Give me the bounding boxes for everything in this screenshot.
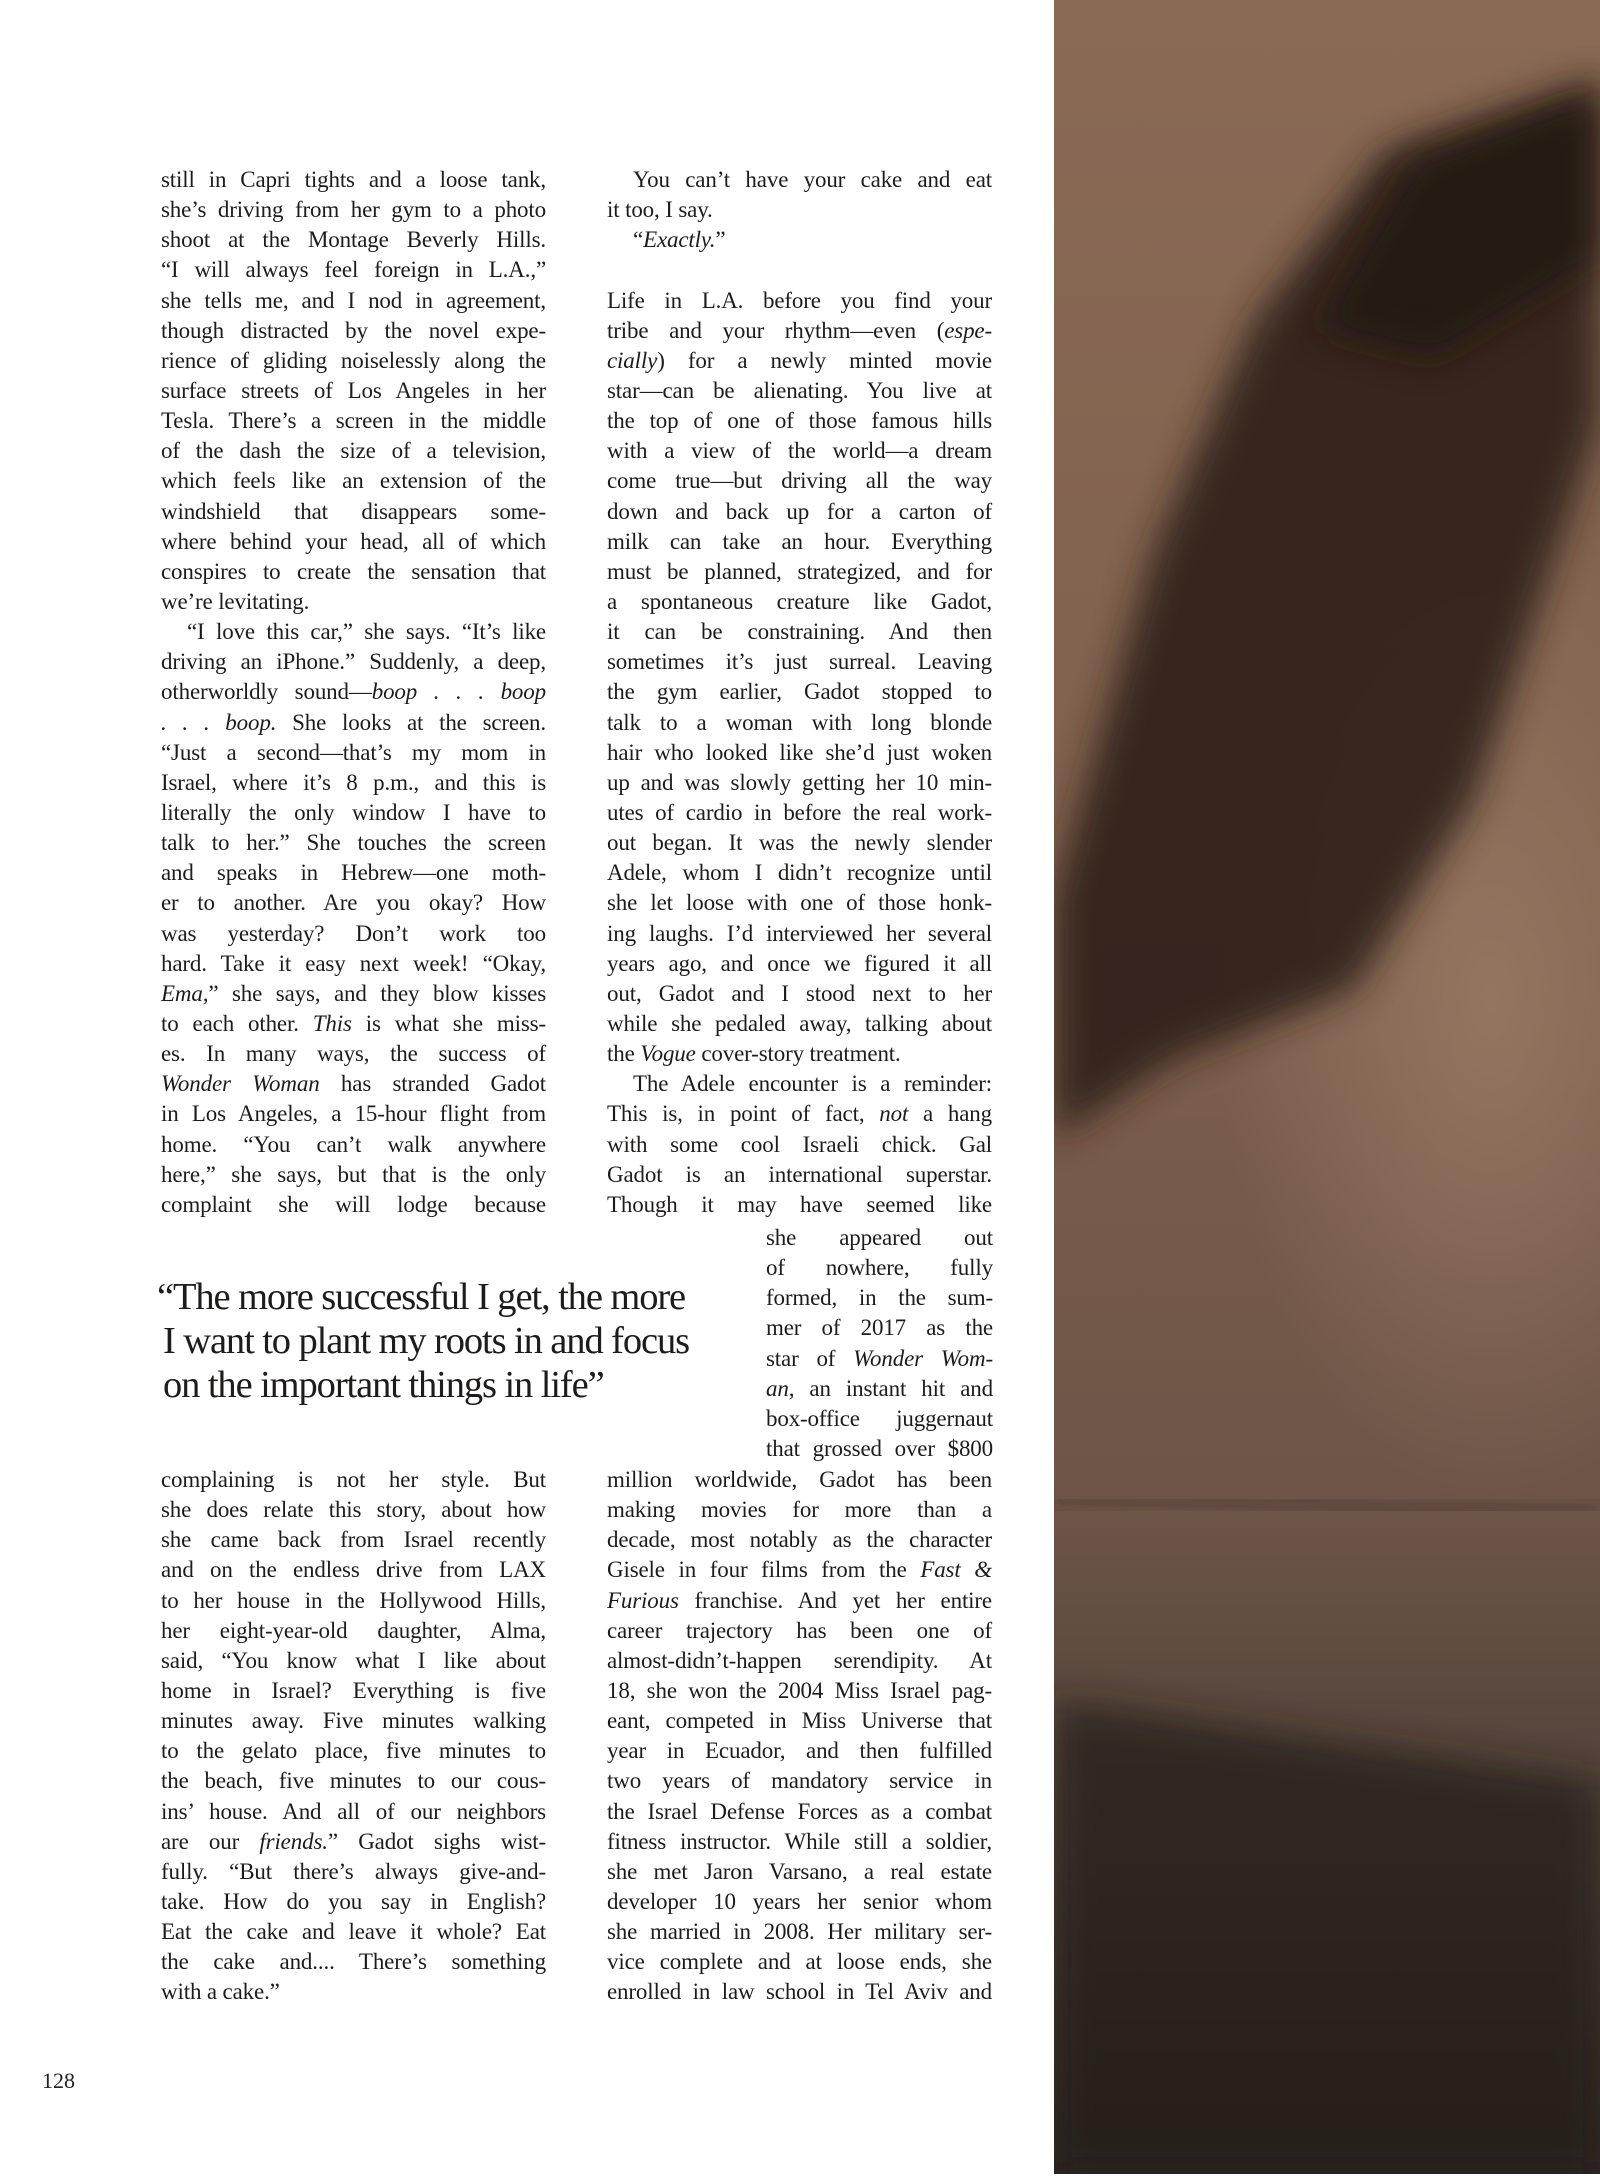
text-line: she tells me, and I nod in agreement, (161, 287, 546, 313)
text-line: fitness instructor. While still a soldier, (607, 1828, 992, 1854)
text-line: talk to her.” She touches the screen (161, 830, 546, 856)
text-line: talk to a woman with long blonde (607, 709, 992, 735)
italic-text: Wonder Wom- (853, 1345, 993, 1371)
text-line: cially) for a newly minted movie (607, 347, 992, 373)
text-line: her eight-year-old daughter, Alma, (161, 1617, 546, 1643)
text-line: box-office juggernaut (766, 1405, 993, 1431)
text-line: to the gelato place, five minutes to (161, 1738, 546, 1764)
text-line: er to another. Are you okay? How (161, 890, 546, 916)
text-line: with some cool Israeli chick. Gal (607, 1131, 992, 1157)
text-line: to each other. This is what she miss- (161, 1010, 546, 1036)
text-line: formed, in the sum- (766, 1285, 993, 1311)
text-line: “I will always feel foreign in L.A.,” (161, 257, 546, 283)
text-line: hair who looked like she’d just woken (607, 739, 992, 765)
text-line: utes of cardio in before the real work- (607, 799, 992, 825)
text-line: sometimes it’s just surreal. Leaving (607, 649, 992, 675)
text-line: which feels like an extension of the (161, 468, 546, 494)
text-line: of nowhere, fully (766, 1255, 993, 1281)
text-line: come true—but driving all the way (607, 468, 992, 494)
text-line: “I love this car,” she says. “It’s like (187, 619, 546, 645)
italic-text: cially (607, 347, 658, 373)
text-line: while she pedaled away, talking about (607, 1010, 992, 1036)
text-line: still in Capri tights and a loose tank, (161, 167, 546, 192)
pull-quote-line: “The more successful I get, the more (157, 1276, 686, 1318)
paragraph-gap (607, 255, 992, 285)
text-line: star of Wonder Wom- (766, 1345, 993, 1371)
text-line: million worldwide, Gadot has been (607, 1467, 992, 1492)
text-line: she came back from Israel recently (161, 1527, 546, 1553)
text-line: down and back up for a carton of (607, 498, 992, 524)
text-line: the top of one of those famous hills (607, 408, 992, 434)
text-line: shoot at the Montage Beverly Hills. (161, 227, 546, 253)
text-line: windshield that disappears some- (161, 498, 546, 524)
article-column-1-bottom (161, 1465, 546, 2008)
text-line: take. How do you say in English? (161, 1888, 546, 1914)
text-line: of the dash the size of a television, (161, 438, 546, 464)
article-column-2-bottom (607, 1465, 992, 2008)
text-line: she let loose with one of those honk- (607, 890, 992, 916)
text-line: Tesla. There’s a screen in the middle (161, 408, 546, 434)
text-line: Israel, where it’s 8 p.m., and this is (161, 769, 546, 795)
text-line: Adele, whom I didn’t recognize until (607, 860, 992, 886)
text-line: Life in L.A. before you find your (607, 287, 992, 313)
text-line: Gisele in four films from the Fast & (607, 1557, 992, 1583)
text-line: 18, she won the 2004 Miss Israel pag- (607, 1677, 992, 1703)
cave-rock-photo (1054, 0, 1600, 2174)
text-line: Ema,” she says, and they blow kisses (161, 980, 546, 1006)
text-line: in Los Angeles, a 15-hour flight from (161, 1101, 546, 1127)
text-line: she married in 2008. Her military ser- (607, 1919, 992, 1945)
text-line: Though it may have seemed like (607, 1191, 992, 1217)
italic-text: . . . boop. (161, 709, 277, 735)
italic-text: espe- (944, 317, 992, 343)
text-line: it can be constraining. And then (607, 619, 992, 645)
text-line: literally the only window I have to (161, 799, 546, 825)
text-line: a spontaneous creature like Gadot, (607, 588, 992, 614)
text-line: the cake and.... There’s something (161, 1949, 546, 1975)
pull-quote-line: I want to plant my roots in and focus (163, 1320, 690, 1362)
text-line: with a cake.” (161, 1979, 280, 2005)
text-line: was yesterday? Don’t work too (161, 920, 546, 946)
italic-text: Ema, (161, 980, 209, 1006)
rock-ledge-bottom (1054, 1700, 1600, 2174)
article-column-1-top (161, 165, 546, 1220)
text-line: ins’ house. And all of our neighbors (161, 1798, 546, 1824)
text-line: rience of gliding noiselessly along the (161, 347, 546, 373)
article-column-2-top (607, 165, 992, 1220)
text-line: though distracted by the novel expe- (161, 317, 546, 343)
text-line: milk can take an hour. Everything (607, 528, 992, 554)
text-line: the Israel Defense Forces as a combat (607, 1798, 992, 1824)
italic-text: boop . . . boop (371, 679, 546, 705)
italic-text: This (312, 1010, 352, 1036)
text-line: with a view of the world—a dream (607, 438, 992, 464)
text-line: enrolled in law school in Tel Aviv and (607, 1979, 992, 2005)
text-line: Eat the cake and leave it whole? Eat (161, 1919, 546, 1945)
text-line: mer of 2017 as the (766, 1315, 993, 1341)
text-line: otherworldly sound—boop . . . boop (161, 679, 546, 705)
text-line: hard. Take it easy next week! “Okay, (161, 950, 546, 976)
text-line: an, an instant hit and (766, 1375, 993, 1401)
text-line: out began. It was the newly slender (607, 830, 992, 856)
text-line: said, “You know what I like about (161, 1647, 546, 1673)
text-line: “Just a second—that’s my mom in (161, 739, 546, 765)
text-line: up and was slowly getting her 10 min- (607, 769, 992, 795)
pull-quote (157, 1275, 727, 1407)
text-line: years ago, and once we figured it all (607, 950, 992, 976)
text-line: the gym earlier, Gadot stopped to (607, 679, 992, 705)
article-column-2-wrap (766, 1223, 993, 1464)
text-line: . . . boop. She looks at the screen. (161, 709, 546, 735)
text-line: decade, most notably as the character (607, 1527, 992, 1553)
text-line: complaining is not her style. But (161, 1467, 546, 1492)
italic-text: an, (766, 1375, 795, 1401)
text-line: the Vogue cover-story treatment. (607, 1041, 901, 1067)
text-line: almost-didn’t-happen serendipity. At (607, 1647, 992, 1673)
text-line: Gadot is an international superstar. (607, 1161, 992, 1187)
text-line: vice complete and at loose ends, she (607, 1949, 992, 1975)
text-line: star—can be alienating. You live at (607, 377, 992, 403)
text-line: making movies for more than a (607, 1497, 992, 1523)
text-line: she does relate this story, about how (161, 1497, 546, 1523)
text-line: es. In many ways, the success of (161, 1041, 546, 1067)
text-line: are our friends.” Gadot sighs wist- (161, 1828, 547, 1854)
text-line: ing laughs. I’d interviewed her several (607, 920, 992, 946)
italic-text: Fast & (920, 1557, 992, 1583)
text-line: and speaks in Hebrew—one moth- (161, 860, 546, 886)
text-line: she appeared out (766, 1225, 993, 1250)
text-line: tribe and your rhythm—even (espe- (607, 317, 992, 343)
text-line: developer 10 years her senior whom (607, 1888, 992, 1914)
text-line: the beach, five minutes to our cous- (161, 1768, 546, 1794)
text-line: home. “You can’t walk anywhere (161, 1131, 546, 1157)
text-line: must be planned, strategized, and for (607, 558, 992, 584)
text-line: complaint she will lodge because (161, 1191, 546, 1217)
italic-text: Exactly. (643, 227, 716, 253)
text-line: we’re levitating. (161, 588, 310, 614)
text-line: fully. “But there’s always give-and- (161, 1858, 546, 1884)
text-line: Wonder Woman has stranded Gadot (161, 1071, 546, 1097)
text-line: to her house in the Hollywood Hills, (161, 1587, 546, 1613)
italic-text: friends. (259, 1828, 328, 1854)
text-line: surface streets of Los Angeles in her (161, 377, 546, 403)
text-line: out, Gadot and I stood next to her (607, 980, 992, 1006)
text-line: home in Israel? Everything is five (161, 1677, 546, 1703)
italic-text: Wonder Woman (161, 1071, 320, 1097)
text-line: and on the endless drive from LAX (161, 1557, 546, 1583)
text-line: driving an iPhone.” Suddenly, a deep, (161, 649, 546, 675)
page-number: 128 (42, 2068, 75, 2093)
pull-quote-line: on the important things in life” (163, 1364, 604, 1406)
italic-text: not (879, 1101, 909, 1127)
text-line: year in Ecuador, and then fulfilled (607, 1738, 992, 1764)
text-line: You can’t have your cake and eat (633, 167, 992, 192)
text-line: that grossed over $800 (766, 1435, 993, 1461)
text-line: The Adele encounter is a reminder: (633, 1071, 992, 1097)
text-line: This is, in point of fact, not a hang (607, 1101, 992, 1127)
text-line: two years of mandatory service in (607, 1768, 992, 1794)
text-line: here,” she says, but that is the only (161, 1161, 546, 1187)
italic-text: Vogue (640, 1041, 696, 1067)
italic-text: Furious (607, 1587, 679, 1613)
text-line: conspires to create the sensation that (161, 558, 546, 584)
text-line: it too, I say. (607, 197, 713, 223)
text-line: Furious franchise. And yet her entire (607, 1587, 992, 1613)
text-line: where behind your head, all of which (161, 528, 546, 554)
text-line: “Exactly.” (633, 227, 726, 253)
text-line: she met Jaron Varsano, a real estate (607, 1858, 992, 1884)
text-line: she’s driving from her gym to a photo (161, 197, 546, 223)
text-line: eant, competed in Miss Universe that (607, 1708, 992, 1734)
text-line: career trajectory has been one of (607, 1617, 992, 1643)
text-line: minutes away. Five minutes walking (161, 1708, 546, 1734)
